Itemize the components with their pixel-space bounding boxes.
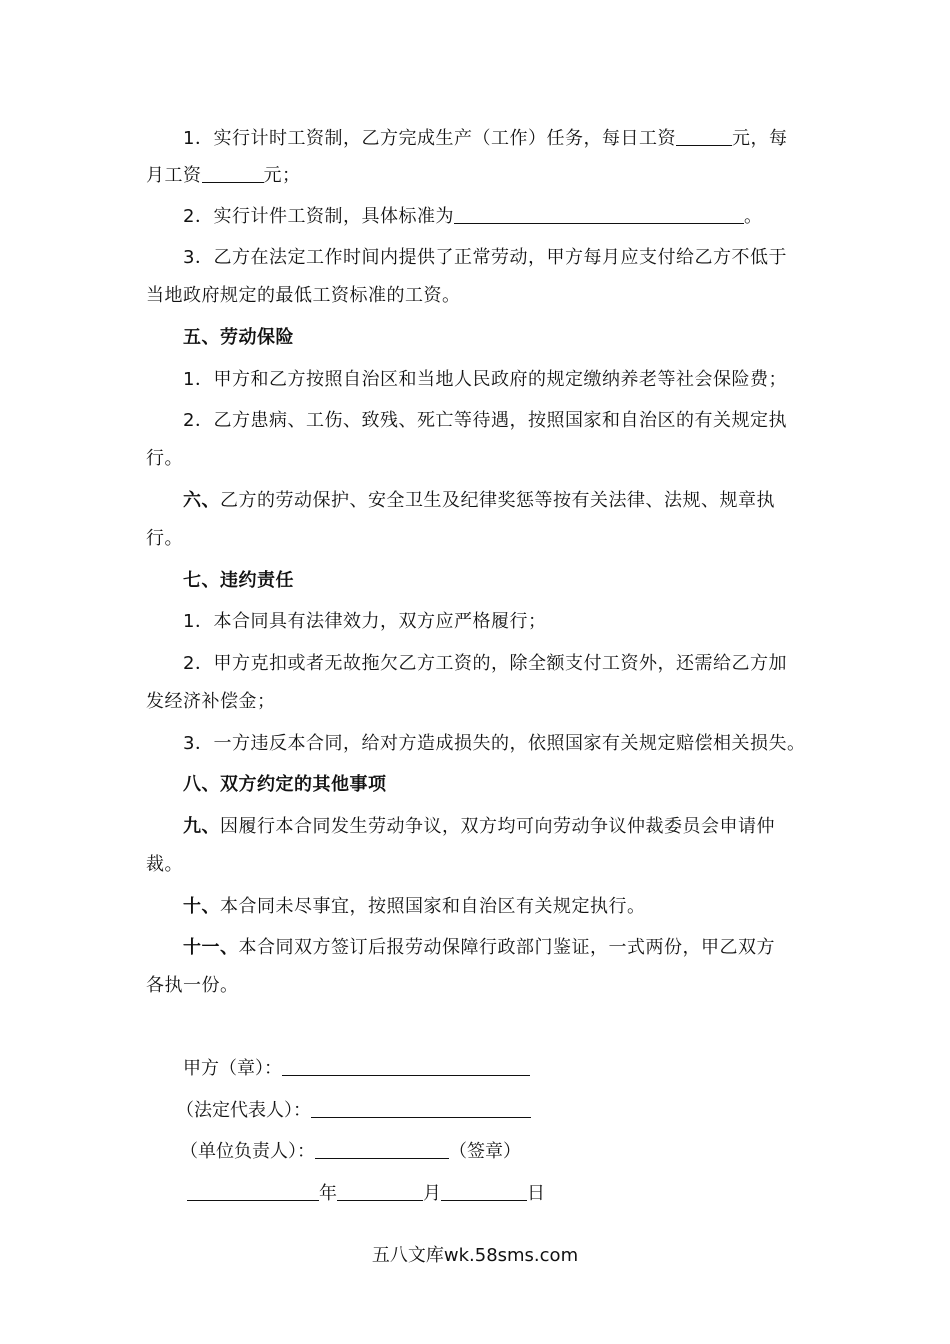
section-7-item-2-line-2: 发经济补偿金； xyxy=(146,691,276,712)
section-7-item-1: 1．本合同具有法律效力，双方应严格履行； xyxy=(183,611,547,632)
section-10-heading: 十、 xyxy=(183,896,220,917)
year-blank xyxy=(187,1182,319,1201)
section-11-line-1 xyxy=(183,936,775,960)
month-label: 月 xyxy=(423,1183,441,1204)
section-10 xyxy=(183,895,646,919)
clause-3-line-2: 当地政府规定的最低工资标准的工资。 xyxy=(146,285,461,306)
section-7-item-2-line-1: 2．甲方克扣或者无故拖欠乙方工资的，除全额支付工资外，还需给乙方加 xyxy=(183,653,787,674)
day-label: 日 xyxy=(527,1183,545,1204)
section-7-item-3: 3．一方违反本合同，给对方造成损失的，依照国家有关规定赔偿相关损失。 xyxy=(183,733,806,754)
clause-text: 2．实行计件工资制，具体标准为 xyxy=(183,206,454,227)
signature-unit-head xyxy=(180,1140,521,1164)
year-label: 年 xyxy=(319,1183,337,1204)
blank-piece-rate xyxy=(454,205,744,224)
clause-1-line-1 xyxy=(183,127,787,151)
section-10-text: 本合同未尽事宜，按照国家和自治区有关规定执行。 xyxy=(220,896,646,917)
blank-monthly-wage xyxy=(202,164,264,183)
section-11-text: 本合同双方签订后报劳动保障行政部门鉴证，一式两份，甲乙双方 xyxy=(238,937,775,958)
clause-text: 月工资 xyxy=(146,165,202,186)
section-11-heading: 十一、 xyxy=(183,937,239,958)
section-6-text: 乙方的劳动保护、安全卫生及纪律奖惩等按有关法律、法规、规章执 xyxy=(220,490,775,511)
legal-rep-label: （法定代表人）： xyxy=(176,1100,311,1121)
signature-legal-rep xyxy=(176,1099,531,1123)
clause-3-line-1: 3．乙方在法定工作时间内提供了正常劳动，甲方每月应支付给乙方不低于 xyxy=(183,247,787,268)
party-a-label: 甲方（章）： xyxy=(183,1058,282,1079)
sign-stamp-label: （签章） xyxy=(449,1141,521,1162)
section-5-item-2-line-1: 2．乙方患病、工伤、致残、死亡等待遇，按照国家和自治区的有关规定执 xyxy=(183,410,787,431)
clause-text: 元； xyxy=(263,165,301,186)
clause-1-line-2 xyxy=(146,164,301,188)
clause-text: 元，每 xyxy=(731,128,788,149)
section-6-line-1 xyxy=(183,489,775,513)
party-a-blank xyxy=(282,1057,530,1076)
section-11-line-2: 各执一份。 xyxy=(146,975,239,996)
unit-head-label: （单位负责人）： xyxy=(180,1141,315,1162)
section-9-text: 因履行本合同发生劳动争议，双方均可向劳动争议仲裁委员会申请仲 xyxy=(220,816,775,837)
section-6-heading: 六、 xyxy=(183,490,220,511)
blank-daily-wage xyxy=(676,127,732,146)
legal-rep-blank xyxy=(311,1099,531,1118)
clause-2 xyxy=(183,205,762,229)
clause-text: 1．实行计时工资制，乙方完成生产（工作）任务，每日工资 xyxy=(183,128,676,149)
section-9-line-2: 裁。 xyxy=(146,854,183,875)
section-5-item-1: 1．甲方和乙方按照自治区和当地人民政府的规定缴纳养老等社会保险费； xyxy=(183,369,787,390)
section-6-line-2: 行。 xyxy=(146,528,183,549)
section-5-heading: 五、劳动保险 xyxy=(183,327,294,348)
day-blank xyxy=(441,1182,527,1201)
signature-party-a xyxy=(183,1057,530,1081)
section-7-heading: 七、违约责任 xyxy=(183,570,294,591)
month-blank xyxy=(337,1182,423,1201)
section-5-item-2-line-2: 行。 xyxy=(146,448,183,469)
section-9-line-1 xyxy=(183,815,775,839)
footer-watermark: 五八文库wk.58sms.com xyxy=(371,1245,579,1266)
unit-head-blank xyxy=(315,1140,449,1159)
signature-date xyxy=(187,1182,545,1206)
section-8-heading: 八、双方约定的其他事项 xyxy=(183,774,387,795)
section-9-heading: 九、 xyxy=(183,816,220,837)
clause-text: 。 xyxy=(743,206,763,227)
